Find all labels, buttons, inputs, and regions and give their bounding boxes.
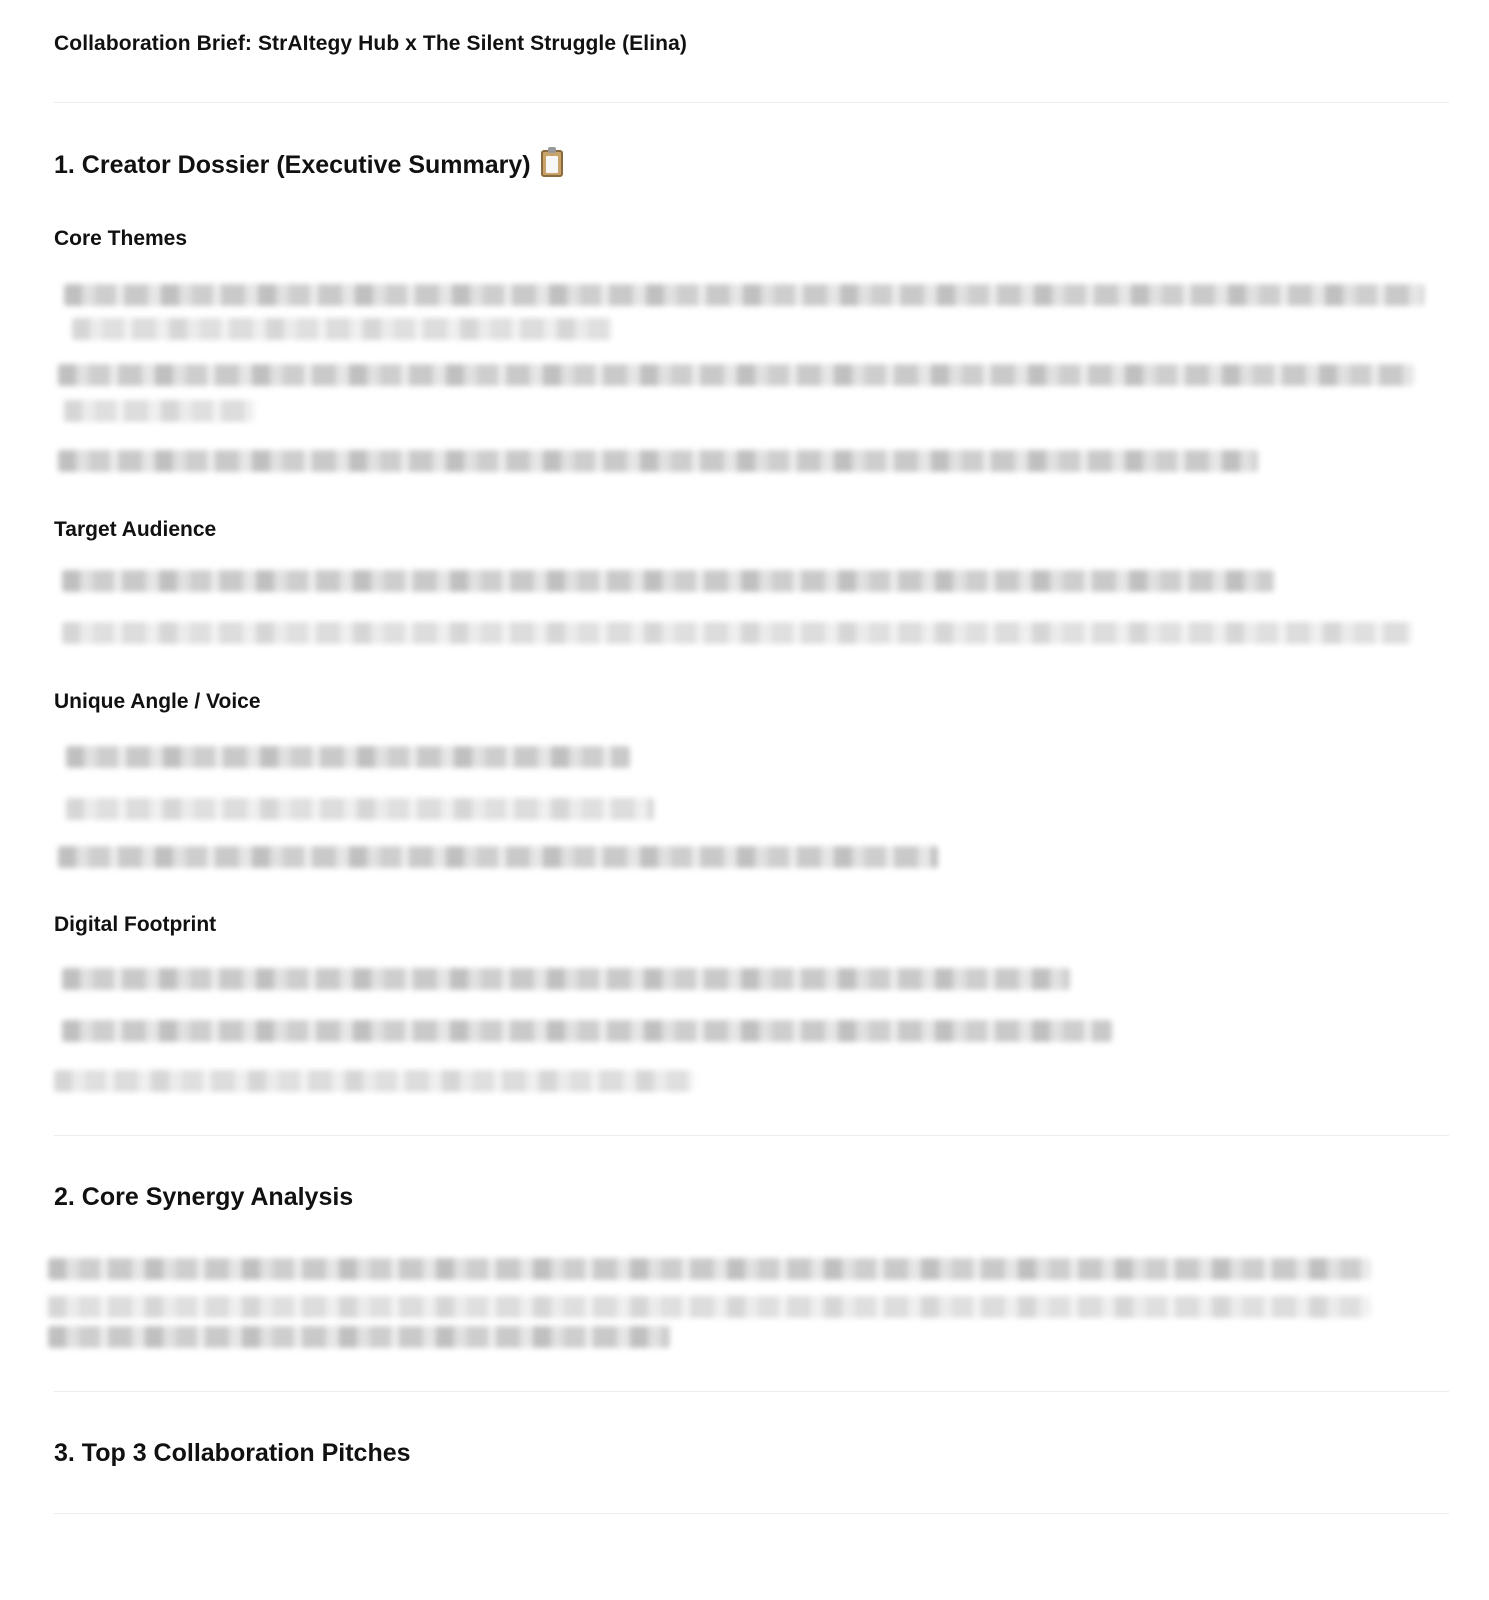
redacted-text-line <box>62 968 1070 990</box>
redacted-text-line <box>64 284 1424 306</box>
redacted-text-line <box>58 450 1258 472</box>
section-divider <box>54 102 1449 103</box>
redacted-text-line <box>66 798 654 820</box>
redacted-text-line <box>48 1296 1370 1318</box>
section-divider <box>54 1513 1449 1514</box>
section-divider <box>54 1391 1449 1392</box>
redacted-text-line <box>62 1020 1112 1042</box>
redacted-text-line <box>62 570 1274 592</box>
redacted-text-line <box>62 622 1412 644</box>
redacted-text-line <box>58 846 938 868</box>
section-divider <box>54 1135 1449 1136</box>
redacted-text-line <box>48 1326 670 1348</box>
redacted-text-line <box>66 746 630 768</box>
redacted-text-line <box>54 1070 694 1092</box>
subsection-heading-core-themes: Core Themes <box>54 227 188 250</box>
subsection-heading-unique-angle-voice: Unique Angle / Voice <box>54 690 261 713</box>
document-title: Collaboration Brief: StrAItegy Hub x The Silent Struggle (Elina) <box>54 32 687 55</box>
subsection-heading-target-audience: Target Audience <box>54 518 217 541</box>
clipboard-icon <box>541 150 563 177</box>
redacted-text-line <box>48 1258 1370 1280</box>
section-heading-creator-dossier <box>54 150 563 180</box>
subsection-heading-digital-footprint: Digital Footprint <box>54 913 217 936</box>
redacted-text-line <box>72 318 612 340</box>
redacted-text-line <box>58 364 1414 386</box>
section-heading-core-synergy-analysis: 2. Core Synergy Analysis <box>54 1183 354 1211</box>
redacted-text-line <box>64 400 254 422</box>
section-heading-top-3-collaboration-pitches: 3. Top 3 Collaboration Pitches <box>54 1439 411 1467</box>
section-heading-text: 1. Creator Dossier (Executive Summary) <box>54 151 531 179</box>
